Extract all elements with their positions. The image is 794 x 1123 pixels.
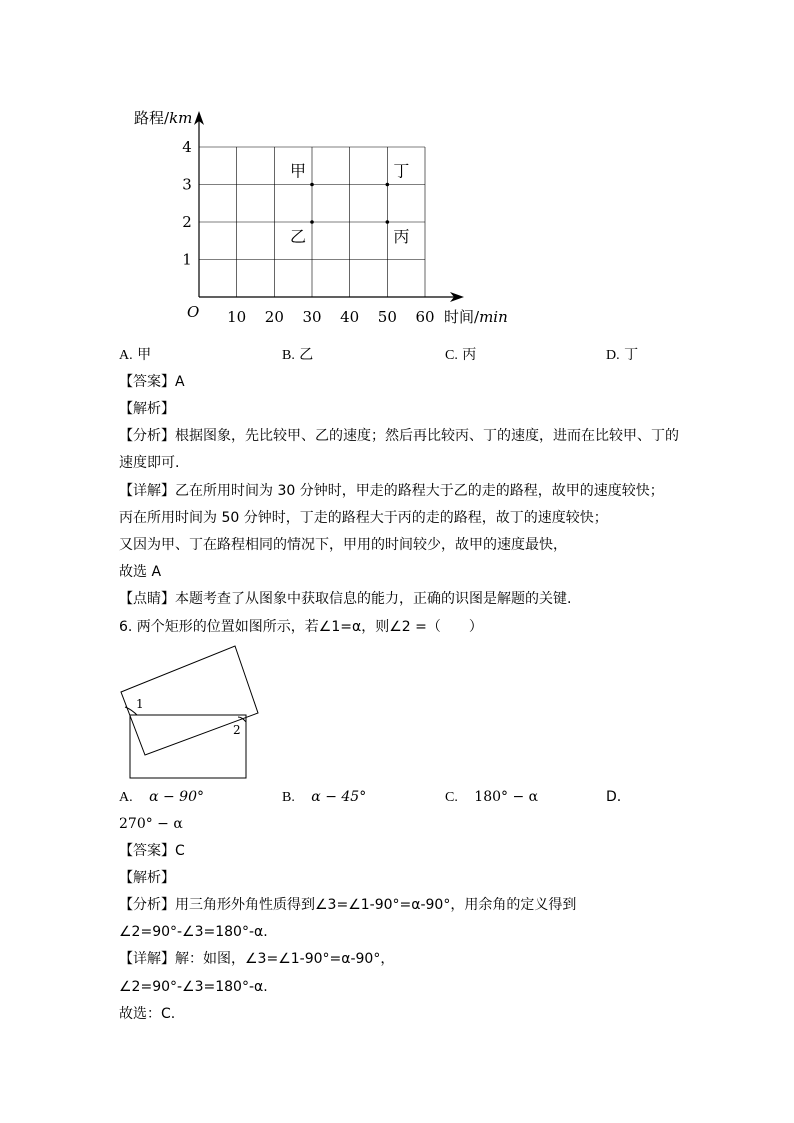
fenxi-tag: 【分析】: [119, 428, 175, 444]
q6-option-a: [119, 787, 204, 808]
y-tick-label: 4: [182, 138, 192, 156]
q6-option-d-text: 270° − α: [119, 816, 183, 832]
q6-analysis-heading: 【解析】: [119, 870, 175, 886]
q5-detail-line-3: 又因为甲、丁在路程相同的情况下，甲用的时间较少，故甲的速度最快，: [119, 537, 567, 553]
option-letter: B.: [282, 348, 295, 363]
option-letter: C.: [445, 790, 458, 805]
fenxi-text: 用三角形外角性质得到∠3=∠1-90°=α-90°，用余角的定义得到: [175, 897, 577, 913]
option-text: 乙: [299, 347, 314, 363]
y-axis-label: [134, 109, 192, 127]
q5-answer: 【答案】A: [119, 374, 185, 390]
xiangjie-tag: 【详解】: [119, 483, 175, 499]
y-axis-label-text: 路程/: [134, 109, 170, 127]
y-axis-label-unit: km: [169, 109, 193, 127]
x-axis-label: [444, 308, 508, 326]
q6-stem: 6. 两个矩形的位置如图所示，若∠1=α，则∠2 =（ ）: [119, 619, 483, 635]
option-text: 180° − α: [474, 789, 539, 805]
q6-conclusion: 故选：C.: [119, 1006, 176, 1022]
option-letter: B.: [282, 790, 295, 805]
x-tick-label: 20: [264, 308, 284, 326]
q5-option-a: [119, 344, 151, 364]
data-point: [386, 183, 390, 187]
point-label: 丙: [393, 227, 410, 246]
chart-axes: [194, 111, 464, 302]
option-text: 丁: [624, 347, 639, 363]
q5-analysis-line-2: 速度即可.: [119, 455, 180, 471]
dianjing-text: 本题考查了从图象中获取信息的能力，正确的识图是解题的关键.: [175, 591, 572, 607]
q6-detail-line-1: [119, 949, 394, 969]
q5-option-c: [445, 344, 476, 364]
q6-option-b: [282, 787, 366, 808]
distance-time-chart: [0, 0, 794, 340]
q6-analysis-line-1: [119, 895, 576, 915]
option-text: 甲: [137, 347, 152, 363]
q5-comment: [119, 589, 571, 609]
angle-2-label: 2: [233, 723, 241, 737]
x-axis-label-unit: min: [479, 308, 508, 326]
x-axis-label-text: 时间/: [444, 308, 480, 326]
y-tick-label: 3: [182, 175, 192, 194]
x-tick-label: 30: [302, 308, 322, 326]
option-letter: A.: [119, 790, 133, 805]
xiangjie-tag: 【详解】: [119, 951, 175, 967]
point-label: 丁: [393, 161, 410, 181]
option-letter: D.: [606, 348, 620, 363]
xiangjie-text: 乙在所用时间为 30 分钟时，甲走的路程大于乙的走的路程，故甲的速度较快；: [175, 483, 664, 499]
option-text: α − 90°: [149, 789, 204, 805]
q5-analysis-line-1: [119, 426, 679, 446]
option-letter: C.: [445, 348, 458, 363]
option-letter: A.: [119, 348, 133, 363]
x-tick-label: 60: [415, 308, 435, 326]
x-tick-label: 10: [227, 308, 247, 326]
y-tick-label: 2: [182, 213, 192, 231]
data-point: [310, 220, 314, 224]
q5-detail-line-2: 丙在所用时间为 50 分钟时，丁走的路程大于丙的走的路程，故丁的速度较快；: [119, 510, 608, 526]
q6-option-d-letter: D.: [606, 789, 622, 805]
angle-1-label: 1: [136, 697, 144, 711]
q5-option-b: [282, 344, 313, 364]
origin-label: O: [187, 303, 200, 321]
data-point: [310, 183, 314, 187]
x-tick-label: 50: [377, 308, 397, 326]
q6-analysis-line-2: ∠2=90°-∠3=180°-α.: [119, 924, 268, 940]
x-tick-label: 40: [340, 308, 360, 326]
q5-option-d: [606, 344, 638, 364]
q5-detail-line-1: [119, 481, 664, 501]
q6-answer: 【答案】C: [119, 843, 185, 859]
point-label: 甲: [290, 161, 307, 181]
y-tick-label: 1: [182, 250, 192, 269]
xiangjie-text: 解：如图，∠3=∠1-90°=α-90°，: [175, 951, 395, 967]
q6-option-c: [445, 787, 538, 808]
dianjing-tag: 【点睛】: [119, 591, 175, 607]
q6-detail-line-2: ∠2=90°-∠3=180°-α.: [119, 979, 268, 995]
data-point: [386, 220, 390, 224]
q5-conclusion: 故选 A: [119, 564, 162, 580]
fenxi-text: 根据图象，先比较甲、乙的速度；然后再比较丙、丁的速度，进而在比较甲、丁的: [175, 428, 679, 444]
fenxi-tag: 【分析】: [119, 897, 175, 913]
point-label: 乙: [290, 227, 307, 246]
q5-analysis-heading: 【解析】: [119, 401, 175, 417]
option-text: α − 45°: [311, 789, 367, 805]
rectangles-figure: [110, 640, 270, 785]
option-text: 丙: [462, 347, 477, 363]
